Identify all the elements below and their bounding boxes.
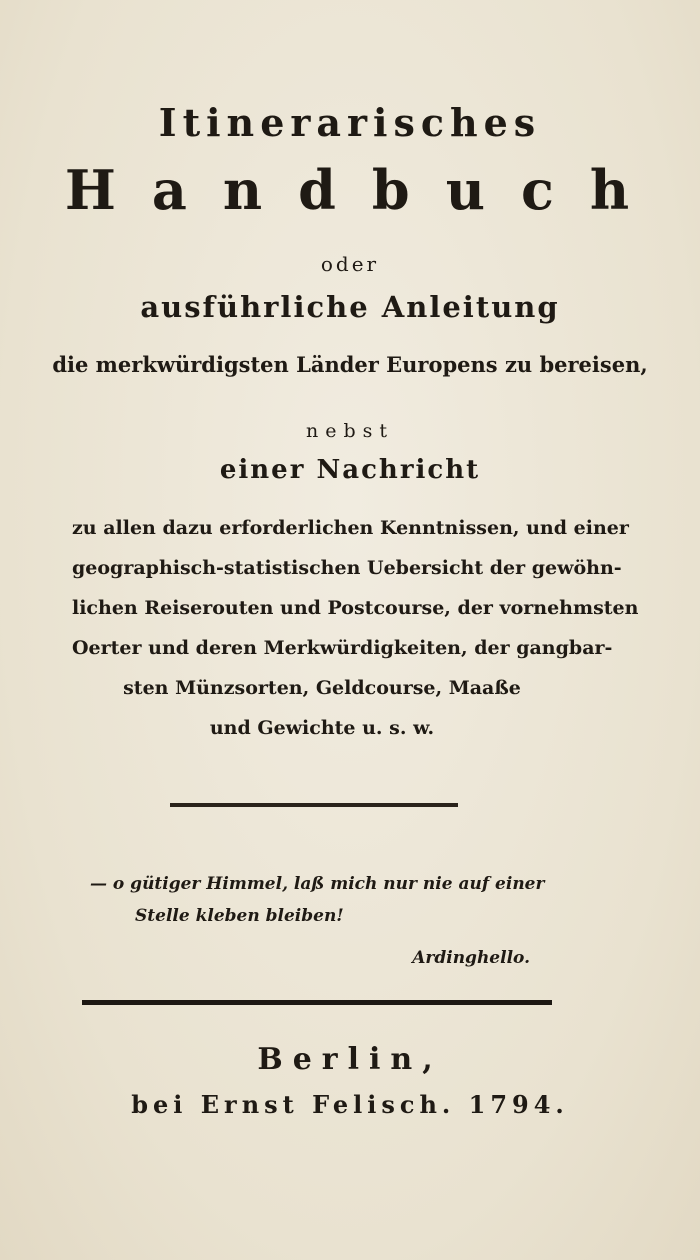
description-line: sten Münzsorten, Geldcourse, Maaße (123, 677, 521, 699)
description-block (72, 508, 639, 748)
title-line-1: Itinerarisches (158, 100, 542, 145)
divider-rule-bottom (82, 1000, 552, 1005)
epigraph-author: Ardinghello. (412, 948, 530, 968)
description-line: und Gewichte u. s. w. (209, 717, 435, 739)
description-line: geographisch-statistischen Uebersicht der gewöhn- (72, 557, 622, 579)
nachricht-line: einer Nachricht (219, 455, 481, 485)
imprint-publisher: bei Ernst Felisch. 1794. (131, 1090, 569, 1119)
description-line: lichen Reiserouten und Postcourse, der vornehmsten (72, 597, 639, 619)
epigraph (90, 868, 570, 974)
subtitle-line-1: ausführliche Anleitung (140, 290, 560, 324)
imprint-city: Berlin, (257, 1042, 443, 1077)
oder-line: oder (320, 252, 380, 276)
subtitle-line-2: die merkwürdigsten Länder Europens zu bereisen, (52, 352, 648, 377)
nebst-line: nebst (305, 420, 395, 442)
title-line-2: Handbuch (64, 158, 666, 222)
divider-rule-top (170, 803, 458, 807)
description-line: Oerter und deren Merkwürdigkeiten, der gangbar- (72, 637, 613, 659)
epigraph-line-2: Stelle kleben bleiben! (135, 906, 344, 926)
epigraph-line-1: — o gütiger Himmel, laß mich nur nie auf einer (90, 874, 545, 894)
description-line: zu allen dazu erforderlichen Kenntnissen, und einer (72, 517, 629, 539)
